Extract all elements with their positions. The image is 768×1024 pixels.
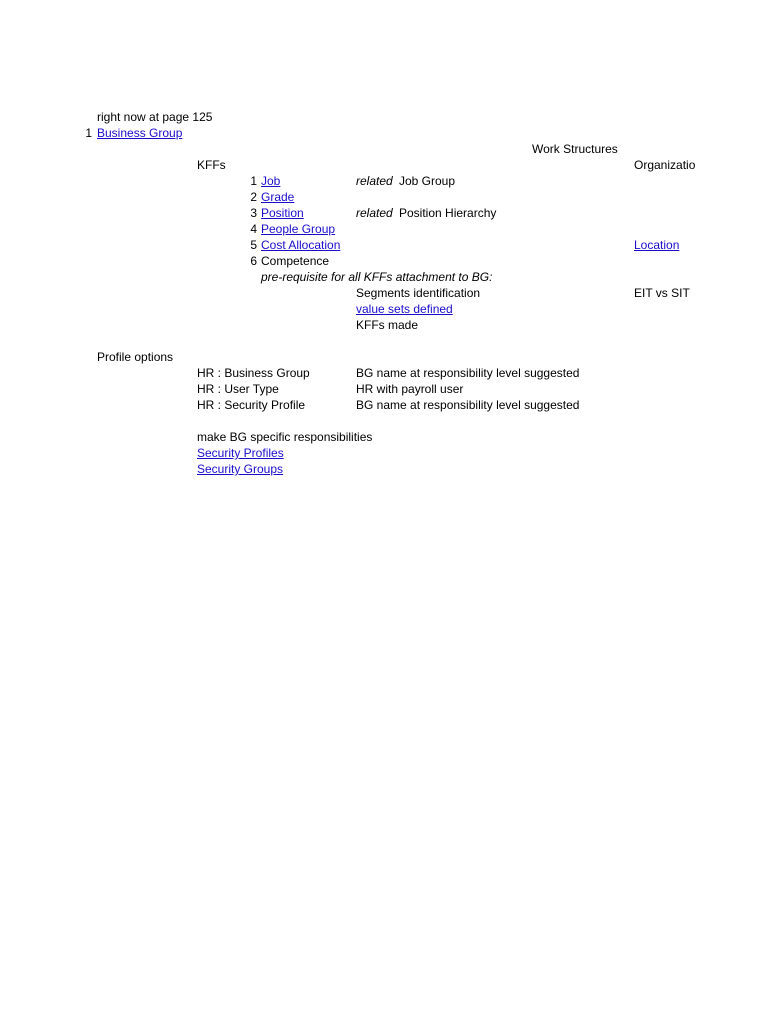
job-group-text: Job Group bbox=[399, 174, 456, 188]
value-sets-defined-link[interactable]: value sets defined bbox=[356, 302, 453, 316]
segments-identification-text: Segments identification bbox=[356, 286, 481, 300]
eit-vs-sit-text: EIT vs SIT bbox=[634, 286, 690, 300]
kff-grade-link[interactable]: Grade bbox=[261, 190, 295, 204]
security-profiles-link[interactable]: Security Profiles bbox=[197, 446, 284, 460]
location-link[interactable]: Location bbox=[634, 238, 680, 252]
business-group-link[interactable]: Business Group bbox=[97, 126, 183, 140]
kff-position-link[interactable]: Position bbox=[261, 206, 304, 220]
kff-number: 3 bbox=[250, 206, 257, 220]
related-label: related bbox=[356, 206, 393, 220]
kff-number: 5 bbox=[250, 238, 257, 252]
kff-competence-text: Competence bbox=[261, 254, 330, 268]
responsibilities-note: make BG specific responsibilities bbox=[197, 430, 373, 444]
position-hierarchy-text: Position Hierarchy bbox=[399, 206, 497, 220]
page-note: right now at page 125 bbox=[97, 110, 213, 124]
kff-number: 4 bbox=[250, 222, 257, 236]
kffs-made-text: KFFs made bbox=[356, 318, 419, 332]
kffs-label: KFFs bbox=[197, 158, 226, 172]
profile-option-value: HR with payroll user bbox=[356, 382, 464, 396]
organization-heading: Organizatio bbox=[634, 158, 696, 172]
kff-cost-allocation-link[interactable]: Cost Allocation bbox=[261, 238, 341, 252]
section-number: 1 bbox=[85, 126, 92, 140]
security-groups-link[interactable]: Security Groups bbox=[197, 462, 284, 476]
kff-number: 2 bbox=[250, 190, 257, 204]
kff-number: 1 bbox=[250, 174, 257, 188]
kff-number: 6 bbox=[250, 254, 257, 268]
kff-job-link[interactable]: Job bbox=[261, 174, 281, 188]
profile-option-value: BG name at responsibility level suggested bbox=[356, 398, 580, 412]
prereq-note: pre-requisite for all KFFs attachment to BG: bbox=[261, 270, 493, 284]
profile-option-name: HR : Business Group bbox=[197, 366, 310, 380]
profile-options-label: Profile options bbox=[97, 350, 174, 364]
related-label: related bbox=[356, 174, 393, 188]
profile-option-name: HR : User Type bbox=[197, 382, 279, 396]
kff-people-group-link[interactable]: People Group bbox=[261, 222, 336, 236]
profile-option-name: HR : Security Profile bbox=[197, 398, 306, 412]
profile-option-value: BG name at responsibility level suggested bbox=[356, 366, 580, 380]
work-structures-heading: Work Structures bbox=[532, 142, 618, 156]
